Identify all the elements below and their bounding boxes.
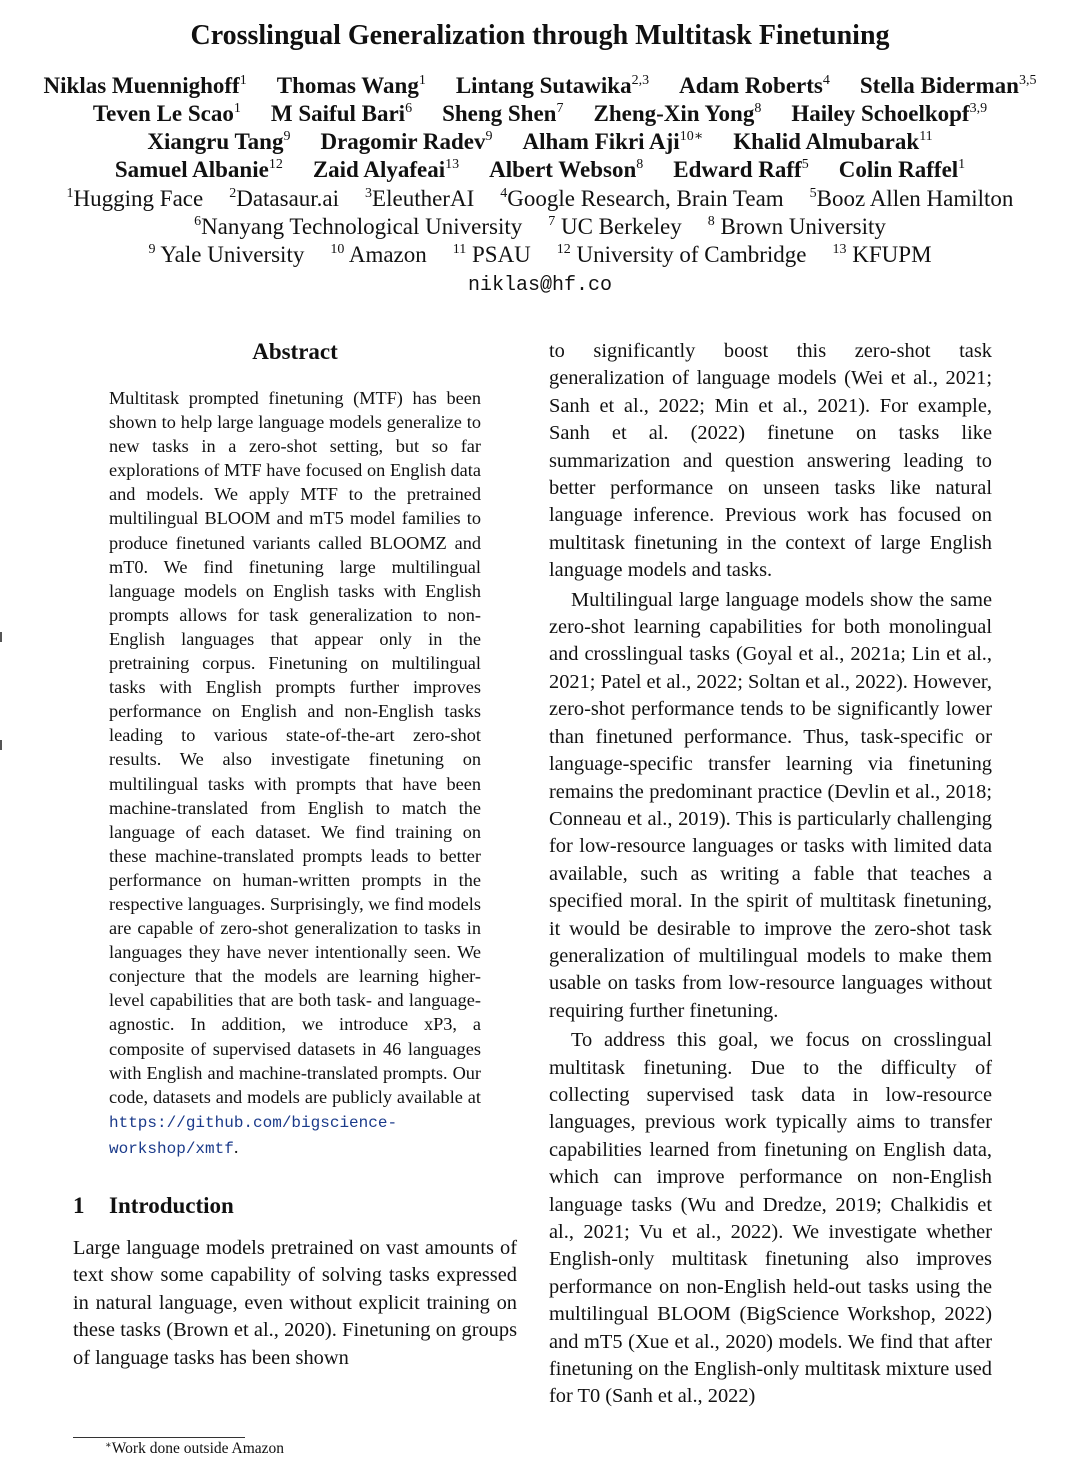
- affiliation: $^{12}$ University of Cambridge: [556, 242, 807, 267]
- affiliation-line: [0, 241, 1080, 269]
- author: Samuel Albanie$^{12}$: [114, 157, 283, 182]
- intro-paragraph: To address this goal, we focus on crosslingual multitask finetuning. Due to the difficulty of collecting supervised task data in low-resource languages, previous work typically aims to transfer capabilities learned from finetuning on English data, which can improve performance on non-English language tasks (Wu and Dredze, 2019; Chalkidis et al., 2021; Vu et al., 2022). We investigate whether English-only multitask finetuning also improves performance on non-English held-out tasks using the multilingual BLOOM (BigScience Workshop, 2022) and mT5 (Xue et al., 2020) models. We find that after finetuning on the English-only multitask mixture used for T0 (Sanh et al., 2022): [549, 1029, 992, 1408]
- margin-mark: [0, 632, 2, 642]
- affiliation: $^9$ Yale University: [148, 242, 305, 267]
- author: Adam Roberts$^4$: [679, 73, 830, 98]
- author: Xiangru Tang$^9$: [147, 129, 291, 154]
- footnote-divider: [73, 1437, 245, 1438]
- author: Dragomir Radev$^9$: [320, 129, 493, 154]
- author-line: [0, 72, 1080, 100]
- affiliation: $^{10}$ Amazon: [330, 242, 427, 267]
- author: Niklas Muennighoff$^1$: [43, 73, 247, 98]
- intro-paragraph: Multilingual large language models show the same zero-shot learning capabilities for both monolingual and crosslingual tasks (Goyal et al., 2021a; Lin et al., 2021; Patel et al., 2022; Soltan et al., 2022). However, zero-shot performance tends to be significantly lower than finetuned performance. Thus, task-specific or language-specific transfer learning via finetuning remains the predominant practice (Devlin et al., 2018; Conneau et al., 2019). This is particularly challenging for low-resource languages or tasks with limited data available, such as writing a fable that teaches a specified moral. In the spirit of multitask finetuning, it would be desirable to improve the zero-shot task generalization of multilingual models to make them usable on tasks from low-resource languages without requiring further finetuning.: [549, 588, 992, 1022]
- author: Teven Le Scao$^1$: [92, 101, 241, 126]
- contact-email[interactable]: niklas@hf.co: [467, 274, 613, 297]
- author: Alham Fikri Aji$^{10∗}$: [522, 129, 704, 154]
- author: Zheng-Xin Yong$^8$: [593, 101, 762, 126]
- author: Colin Raffel$^1$: [838, 157, 966, 182]
- affiliation: $^3$EleutherAI: [365, 186, 475, 211]
- affiliation: $^6$Nanyang Technological University: [194, 214, 523, 239]
- affiliation: $^{13}$ KFUPM: [832, 242, 932, 267]
- author: M Saiful Bari$^6$: [270, 101, 413, 126]
- left-column: [73, 336, 517, 1372]
- affiliation: $^4$Google Research, Brain Team: [500, 186, 784, 211]
- author-line: [0, 100, 1080, 128]
- abstract-text: Multitask prompted finetuning (MTF) has been shown to help large language models generalize to new tasks in a zero-shot setting, but so far explorations of MTF have focused on English data and models. We apply MTF to the pretrained multilingual BLOOM and mT5 model families to produce finetuned variants called BLOOMZ and mT0. We find finetuning large multilingual language models on English tasks with English prompts allows for task generalization to non-English languages that appear only in the pretraining corpus. Finetuning on multilingual tasks with English prompts further improves performance on English and non-English tasks leading to various state-of-the-art zero-shot results. We also investigate finetuning on multilingual tasks with prompts that have been machine-translated from English to match the language of each dataset. We find training on these machine-translated prompts leads to better performance on human-written prompts in the respective languages. Surprisingly, we find models are capable of zero-shot generalization to tasks in languages they have never intentionally seen. We conjecture that the models are learning higher-level capabilities that are both task- and language-agnostic. In addition, we introduce xP3, a composite of supervised datasets in 46 languages with English and machine-translated prompts. Our code, datasets and models are publicly available at https://github.com/bigscience-workshop/xmtf.: [109, 388, 481, 1158]
- affiliation: $^5$Booz Allen Hamilton: [809, 186, 1014, 211]
- author: Stella Biderman$^{3,5}$: [859, 73, 1037, 98]
- section-heading-introduction: 1 Introduction: [73, 1193, 234, 1218]
- author: Khalid Almubarak$^{11}$: [733, 129, 933, 154]
- affiliation: $^2$Datasaur.ai: [229, 186, 340, 211]
- right-column: [549, 338, 992, 1411]
- code-link[interactable]: https://github.com/bigscience-workshop/xmtf: [109, 1113, 398, 1158]
- intro-paragraph-continued: to significantly boost this zero-shot task generalization of language models (Wei et al., 2021; Sanh et al., 2022; Min et al., 2021). For example, Sanh et al. (2022) finetune on tasks like summarization and question answering leading to better performance on unseen tasks like natural language inference. Previous work has focused on multitask finetuning in the context of large English language models and tasks.: [549, 340, 992, 582]
- affiliation: $^{11}$ PSAU: [452, 242, 531, 267]
- margin-mark: [0, 740, 2, 750]
- affiliation-list: [0, 185, 1080, 269]
- author-line: [0, 128, 1080, 156]
- affiliation: $^7$ UC Berkeley: [548, 214, 682, 239]
- author: Hailey Schoelkopf$^{3,9}$: [791, 101, 988, 126]
- affiliation: $^8$ Brown University: [707, 214, 886, 239]
- affiliation-line: [0, 185, 1080, 213]
- author: Zaid Alyafeai$^{13}$: [312, 157, 460, 182]
- abstract-heading: Abstract: [252, 339, 338, 364]
- author-line: [0, 156, 1080, 184]
- author: Albert Webson$^8$: [489, 157, 644, 182]
- author: Edward Raff$^5$: [673, 157, 809, 182]
- intro-paragraph: Large language models pretrained on vast amounts of text show some capability of solving tasks expressed in natural language, even without explicit training on these tasks (Brown et al., 2020). Finetuning on groups of language tasks has been shown: [73, 1237, 517, 1369]
- author-list: [0, 72, 1080, 184]
- affiliation-line: [0, 213, 1080, 241]
- paper-title: Crosslingual Generalization through Multitask Finetuning: [190, 20, 890, 51]
- affiliation: $^1$Hugging Face: [66, 186, 204, 211]
- footnote: ∗Work done outside Amazon: [105, 1440, 285, 1457]
- author: Thomas Wang$^1$: [276, 73, 426, 98]
- author: Lintang Sutawika$^{2,3}$: [455, 73, 650, 98]
- author: Sheng Shen$^7$: [442, 101, 564, 126]
